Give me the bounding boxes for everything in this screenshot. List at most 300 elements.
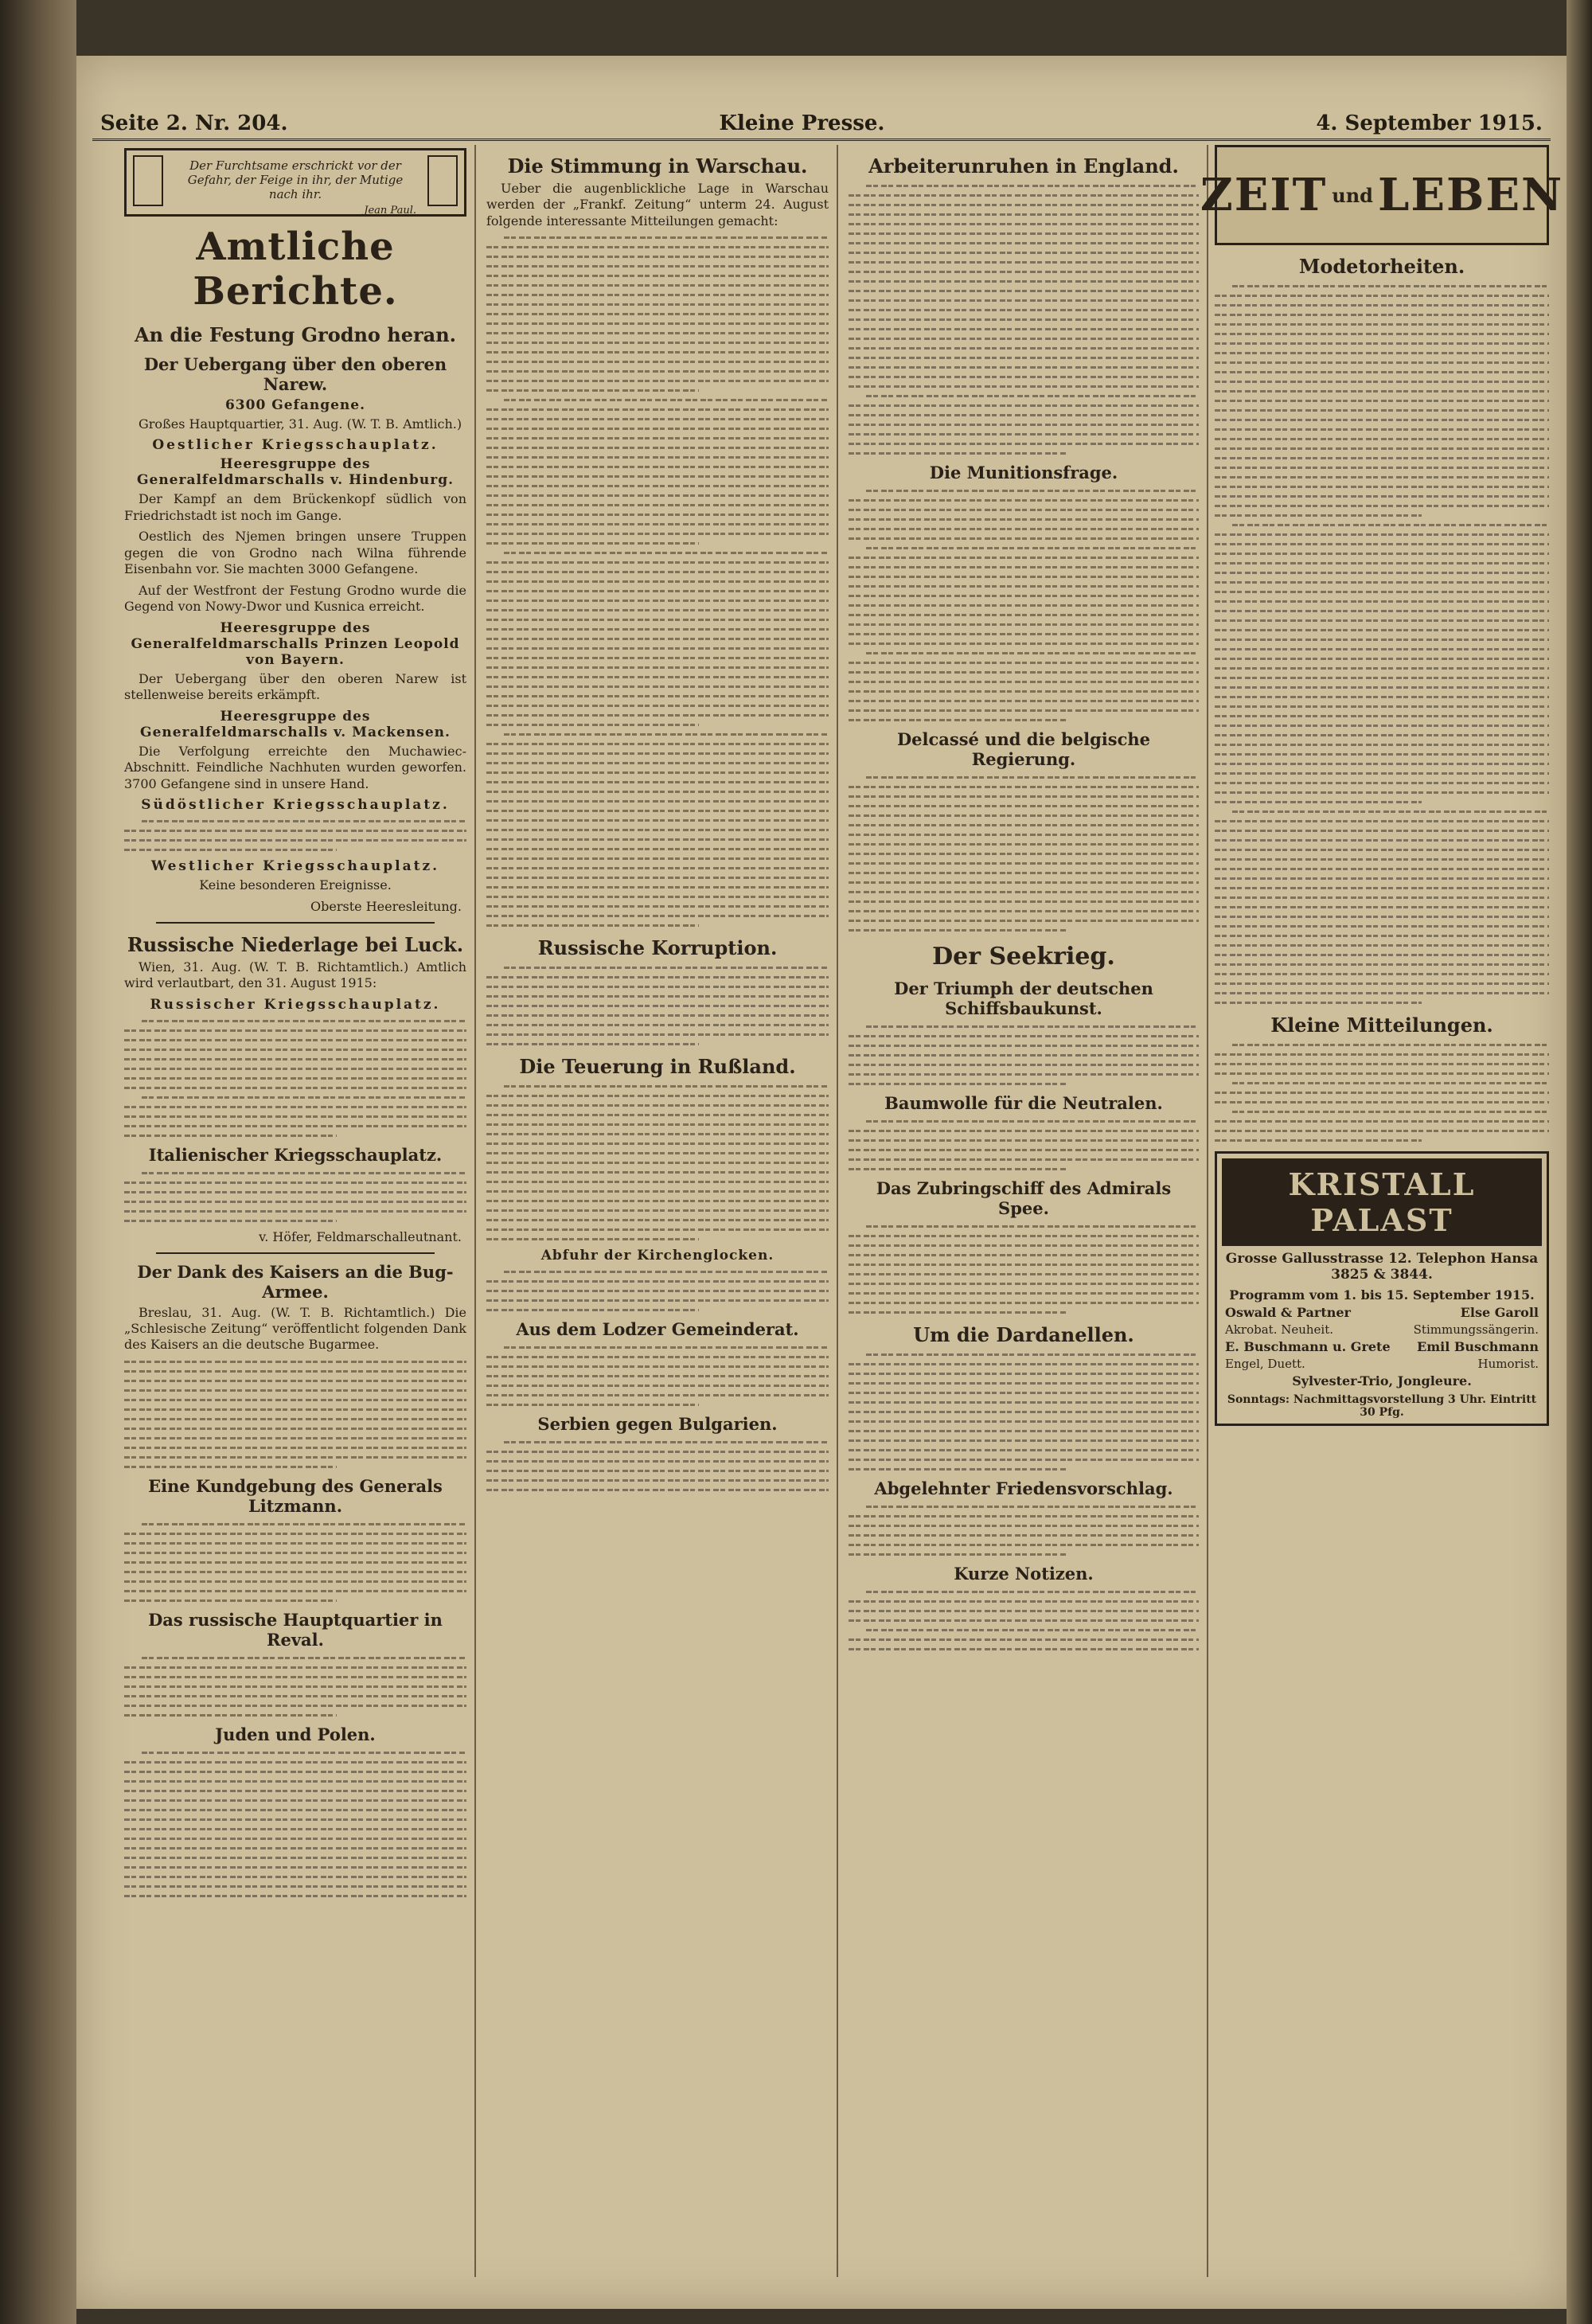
text-line <box>124 830 466 832</box>
issue-date: 4. September 1915. <box>1316 111 1543 135</box>
headline: Der Seekrieg. <box>932 943 1115 971</box>
text-line <box>1232 1082 1549 1084</box>
text-line <box>849 252 1199 254</box>
text-line <box>486 1014 829 1017</box>
text-line <box>124 1039 466 1041</box>
signature: Oberste Heeresleitung. <box>310 898 462 914</box>
text-line <box>1215 428 1549 431</box>
article-body <box>486 1346 829 1406</box>
text-line <box>486 1356 829 1358</box>
text-line <box>866 490 1199 492</box>
text-line <box>486 389 699 392</box>
text-line <box>486 313 829 315</box>
text-line <box>1215 725 1549 727</box>
text-line <box>849 690 1199 693</box>
text-line <box>486 408 829 411</box>
text-line <box>486 628 829 631</box>
text-line <box>124 1676 466 1678</box>
text-line <box>849 1311 1066 1314</box>
text-line <box>1215 744 1549 746</box>
text-line <box>1215 600 1549 603</box>
text-line <box>1232 1044 1549 1046</box>
article-body <box>849 185 1199 455</box>
text-line <box>849 1168 1066 1170</box>
text-line <box>124 1885 466 1888</box>
text-line <box>849 1610 1199 1612</box>
text-line <box>486 1181 829 1183</box>
text-line <box>124 1456 466 1459</box>
text-line <box>866 1506 1199 1508</box>
text-line <box>1232 524 1549 526</box>
text-line <box>1215 982 1549 985</box>
text-line <box>486 1142 829 1145</box>
text-line <box>1215 1101 1549 1103</box>
text-line <box>142 1096 466 1099</box>
text-line <box>486 361 829 363</box>
headline: Russische Korruption. <box>537 936 778 960</box>
headline: Um die Dardanellen. <box>913 1323 1134 1346</box>
text-line <box>124 1418 466 1420</box>
text-line <box>1215 562 1549 564</box>
text-line <box>486 1489 829 1491</box>
text-line <box>124 1447 466 1449</box>
text-line <box>849 1468 1066 1471</box>
text-line <box>124 1087 466 1089</box>
text-line <box>124 1408 466 1411</box>
text-line <box>849 318 1199 321</box>
paragraph: Ueber die augenblickliche Lage in Warschau werden der „Frankf. Zeitung“ unterm 24. August folgende interessante Mitteilungen gemacht: <box>486 181 829 228</box>
text-line <box>124 1847 466 1849</box>
text-line <box>486 791 829 793</box>
article-body <box>124 820 466 851</box>
text-line <box>486 294 829 296</box>
text-line <box>1215 677 1549 679</box>
text-line <box>849 671 1199 674</box>
text-line <box>866 547 1199 549</box>
text-line <box>124 839 466 842</box>
text-line <box>866 1629 1199 1631</box>
text-line <box>1215 591 1549 593</box>
text-line <box>849 929 1066 932</box>
text-line <box>486 561 829 564</box>
text-line <box>866 1225 1199 1228</box>
text-line <box>1215 304 1549 307</box>
text-line <box>1215 619 1549 622</box>
text-line <box>124 1695 466 1697</box>
text-line <box>486 695 829 697</box>
headline: Der Dank des Kaisers an die Bug-Armee. <box>137 1261 454 1302</box>
text-line <box>1215 381 1549 383</box>
article-body <box>124 1752 466 1897</box>
text-line <box>124 1049 466 1051</box>
text-line <box>124 1876 466 1878</box>
text-line <box>124 1182 466 1184</box>
text-line <box>486 838 829 841</box>
headline: Modetorheiten. <box>1298 255 1465 278</box>
text-line <box>1215 371 1549 373</box>
text-line <box>486 1451 829 1453</box>
text-line <box>1215 925 1549 928</box>
text-line <box>849 223 1199 225</box>
text-line <box>849 1292 1199 1295</box>
text-line <box>486 322 829 325</box>
text-line <box>1215 390 1549 393</box>
text-line <box>849 204 1199 206</box>
text-line <box>1215 868 1549 870</box>
text-line <box>849 1045 1199 1047</box>
text-line <box>504 236 829 239</box>
text-line <box>124 1771 466 1773</box>
text-line <box>1215 533 1549 536</box>
text-line <box>504 1441 829 1443</box>
text-line <box>1232 285 1549 287</box>
text-line <box>866 776 1199 779</box>
text-line <box>504 1346 829 1349</box>
text-line <box>1215 342 1549 345</box>
article-body <box>849 1025 1199 1085</box>
paragraph: Der Kampf an dem Brückenkopf südlich von Friedrichstadt ist noch im Gange. <box>124 491 466 523</box>
text-line <box>486 800 829 803</box>
ad-act-desc: Humorist. <box>1477 1357 1539 1371</box>
text-line <box>849 643 1199 645</box>
subhead: Westlicher Kriegsschauplatz. <box>150 858 440 875</box>
text-line <box>486 1309 699 1311</box>
text-line <box>486 995 829 998</box>
subhead: Russischer Kriegsschauplatz. <box>150 996 441 1013</box>
text-line <box>486 848 829 850</box>
text-line <box>486 1095 829 1097</box>
text-line <box>124 1533 466 1535</box>
text-line <box>486 303 829 306</box>
text-line <box>849 232 1199 235</box>
text-line <box>486 1162 829 1164</box>
headline: Kleine Mitteilungen. <box>1270 1014 1493 1037</box>
text-line <box>849 576 1199 578</box>
text-line <box>486 705 829 707</box>
paragraph: Wien, 31. Aug. (W. T. B. Richtamtlich.) Amtlich wird verlautbart, den 31. August 1915: <box>124 959 466 991</box>
text-line <box>849 261 1199 264</box>
text-line <box>849 700 1199 702</box>
text-line <box>142 1020 466 1022</box>
text-line <box>124 1580 466 1583</box>
text-line <box>124 1666 466 1669</box>
text-line <box>1215 648 1549 650</box>
text-line <box>1215 581 1549 584</box>
text-line <box>486 986 829 988</box>
text-line <box>1215 839 1549 842</box>
text-line <box>142 1657 466 1659</box>
text-line <box>849 1544 1199 1546</box>
text-line <box>849 881 1199 884</box>
text-line <box>849 1302 1199 1304</box>
text-line <box>1215 658 1549 660</box>
text-line <box>849 290 1199 292</box>
text-line <box>486 924 699 927</box>
text-line <box>486 810 829 812</box>
text-line <box>849 242 1199 244</box>
headline: Kurze Notizen. <box>954 1564 1094 1584</box>
text-line <box>849 1139 1199 1142</box>
paragraph: Die Verfolgung erreichte den Muchawiec-Abschnitt. Feindliche Nachhuten wurden geworfen. 3700 Gefangene sind in unsere Hand. <box>124 743 466 791</box>
text-line <box>1215 1139 1422 1142</box>
text-line <box>124 1370 466 1373</box>
text-line <box>849 681 1199 683</box>
text-line <box>1215 916 1549 918</box>
text-line <box>486 976 829 978</box>
article-body <box>486 1085 829 1240</box>
text-line <box>486 504 829 506</box>
article-body <box>124 1523 466 1602</box>
column-official-reports <box>124 145 466 2285</box>
article-body <box>849 1591 1199 1650</box>
text-line <box>486 762 829 764</box>
text-line <box>849 872 1199 874</box>
text-line <box>124 1068 466 1070</box>
text-line <box>849 1363 1199 1365</box>
text-line <box>849 824 1199 826</box>
text-line <box>849 1073 1199 1076</box>
text-line <box>486 571 829 573</box>
text-line <box>486 743 829 745</box>
text-line <box>1215 963 1549 966</box>
subhead: Heeresgruppe des Generalfeldmarschalls v. Mackensen. <box>140 708 451 740</box>
text-line <box>124 1895 466 1897</box>
text-line <box>486 1209 829 1212</box>
text-line <box>124 1790 466 1792</box>
headline: Baumwolle für die Neutralen. <box>884 1093 1163 1113</box>
subhead: Oestlicher Kriegsschauplatz. <box>152 437 439 454</box>
ornament-icon <box>133 155 163 206</box>
text-line <box>124 849 337 851</box>
text-line <box>1215 791 1549 794</box>
text-line <box>1215 763 1549 765</box>
text-line <box>849 357 1199 359</box>
text-line <box>849 853 1199 855</box>
text-line <box>849 1515 1199 1517</box>
text-line <box>486 600 829 602</box>
text-line <box>486 284 829 287</box>
text-line <box>849 719 1066 721</box>
text-line <box>849 1553 1066 1556</box>
text-line <box>486 1123 829 1126</box>
text-line <box>486 265 829 268</box>
text-line <box>486 666 829 669</box>
text-line <box>849 1639 1199 1641</box>
text-line <box>1215 705 1549 708</box>
text-line <box>849 1525 1199 1527</box>
ornament-icon <box>427 155 458 206</box>
text-line <box>486 485 829 487</box>
headline: Die Teuerung in Rußland. <box>519 1055 796 1079</box>
text-line <box>866 1120 1199 1123</box>
text-line <box>1215 801 1422 803</box>
ad-program: Programm vom 1. bis 15. September 1915. <box>1229 1287 1535 1303</box>
text-line <box>1215 543 1549 545</box>
text-line <box>124 1191 466 1193</box>
text-line <box>849 414 1199 416</box>
signature: v. Höfer, Feldmarschalleutnant. <box>259 1228 462 1244</box>
text-line <box>486 1033 829 1036</box>
text-line <box>1215 973 1549 975</box>
text-line <box>1215 467 1549 469</box>
headline: Abgelehnter Friedensvorschlag. <box>874 1478 1173 1498</box>
text-line <box>849 1130 1199 1132</box>
subhead: Abfuhr der Kirchenglocken. <box>540 1248 775 1264</box>
text-line <box>849 786 1199 788</box>
ad-act: Sylvester-Trio, Jongleure. <box>1292 1373 1472 1389</box>
text-line <box>849 1373 1199 1375</box>
text-line <box>142 1523 466 1525</box>
article-body <box>124 1172 466 1222</box>
text-line <box>486 332 829 334</box>
text-line <box>849 1083 1066 1085</box>
banner-word: ZEIT <box>1200 169 1328 221</box>
text-line <box>849 1430 1199 1432</box>
ad-act: Emil Buschmann <box>1417 1339 1539 1354</box>
text-line <box>1215 772 1549 775</box>
text-line <box>849 709 1199 712</box>
headline: Die Munitionsfrage. <box>929 463 1118 482</box>
text-line <box>849 385 1199 388</box>
headline: Aus dem Lodzer Gemeinderat. <box>516 1319 799 1340</box>
column-england <box>849 145 1199 2285</box>
text-line <box>1215 1053 1549 1056</box>
headline: Juden und Polen. <box>215 1724 376 1744</box>
text-line <box>124 1399 466 1401</box>
text-line <box>849 213 1199 216</box>
text-line <box>849 366 1199 369</box>
column-rule <box>474 145 476 2277</box>
text-line <box>849 424 1199 426</box>
text-line <box>1215 696 1549 698</box>
text-line <box>1215 400 1549 402</box>
text-line <box>1215 505 1549 507</box>
text-line <box>486 867 829 869</box>
paragraph: Auf der Westfront der Festung Grodno wurde die Gegend von Nowy-Dwor und Kusnica erreicht. <box>124 582 466 615</box>
text-line <box>124 1780 466 1783</box>
paragraph: Keine besonderen Ereignisse. <box>199 877 392 893</box>
text-line <box>1215 935 1549 937</box>
text-line <box>1215 782 1549 784</box>
text-line <box>486 1470 829 1472</box>
text-line <box>486 877 829 879</box>
text-line <box>1215 877 1549 880</box>
text-line <box>849 1264 1199 1266</box>
text-line <box>849 1035 1199 1037</box>
text-line <box>486 829 829 831</box>
text-line <box>486 428 829 430</box>
ad-address: Grosse Gallusstrasse 12. Telephon Hansa 3825 & 3844. <box>1225 1251 1539 1283</box>
text-line <box>849 452 1066 455</box>
text-line <box>849 328 1199 330</box>
text-line <box>486 475 829 478</box>
headline: An die Festung Grodno heran. <box>134 323 457 346</box>
text-line <box>486 657 829 659</box>
text-line <box>849 309 1199 311</box>
article-body <box>124 1020 466 1137</box>
text-line <box>849 1054 1199 1057</box>
text-line <box>486 1005 829 1007</box>
text-line <box>486 1190 829 1193</box>
text-line <box>486 514 829 516</box>
text-line <box>486 676 829 678</box>
text-line <box>486 1228 829 1231</box>
text-line <box>849 528 1199 530</box>
text-line <box>124 1838 466 1840</box>
text-line <box>1215 572 1549 574</box>
text-line <box>1215 295 1549 297</box>
text-line <box>124 1201 466 1203</box>
text-line <box>486 1299 829 1302</box>
headline: Russische Niederlage bei Luck. <box>127 932 464 956</box>
page-header <box>92 104 1551 141</box>
text-line <box>1215 944 1549 947</box>
ad-act-desc: Engel, Duett. <box>1225 1357 1305 1371</box>
text-line <box>1215 610 1549 612</box>
text-line <box>124 1058 466 1060</box>
text-line <box>142 1752 466 1754</box>
text-line <box>486 447 829 449</box>
text-line <box>486 714 829 717</box>
text-line <box>1215 906 1549 908</box>
text-line <box>124 1809 466 1811</box>
text-line <box>1215 753 1549 756</box>
text-line <box>1215 1072 1549 1075</box>
text-line <box>486 342 829 344</box>
text-line <box>849 194 1199 197</box>
text-line <box>1215 409 1549 412</box>
text-line <box>486 466 829 468</box>
article-body <box>486 1271 829 1311</box>
text-line <box>486 886 829 889</box>
text-line <box>124 1220 337 1222</box>
article-body <box>849 1353 1199 1471</box>
paragraph: Der Uebergang über den oberen Narew ist stellenweise bereits erkämpft. <box>124 670 466 703</box>
article-body <box>1215 285 1549 1004</box>
text-line <box>849 1420 1199 1423</box>
text-line <box>849 280 1199 283</box>
text-line <box>124 1561 466 1564</box>
text-line <box>866 1025 1199 1028</box>
text-line <box>124 1818 466 1821</box>
text-line <box>849 843 1199 846</box>
ad-act-desc: Stimmungssängerin. <box>1413 1322 1539 1337</box>
article-body <box>124 1361 466 1468</box>
text-line <box>849 623 1199 626</box>
ad-act: Oswald & Partner <box>1225 1305 1351 1320</box>
text-line <box>124 1542 466 1545</box>
text-line <box>486 1365 829 1368</box>
article-body <box>486 967 829 1045</box>
headline: Serbien gegen Bulgarien. <box>537 1414 778 1435</box>
text-line <box>124 1428 466 1430</box>
newspaper-name: Kleine Presse. <box>719 111 885 135</box>
text-line <box>486 1238 699 1240</box>
text-line <box>142 820 466 822</box>
text-line <box>849 891 1199 893</box>
section-title: Amtliche Berichte. <box>193 225 398 314</box>
text-line <box>486 1152 829 1154</box>
text-line <box>486 1375 829 1377</box>
text-line <box>486 418 829 420</box>
text-line <box>1215 734 1549 736</box>
text-line <box>1215 333 1549 335</box>
text-line <box>486 857 829 860</box>
text-line <box>124 1466 337 1468</box>
text-line <box>1215 361 1549 364</box>
text-line <box>124 1714 337 1717</box>
text-line <box>849 585 1199 588</box>
